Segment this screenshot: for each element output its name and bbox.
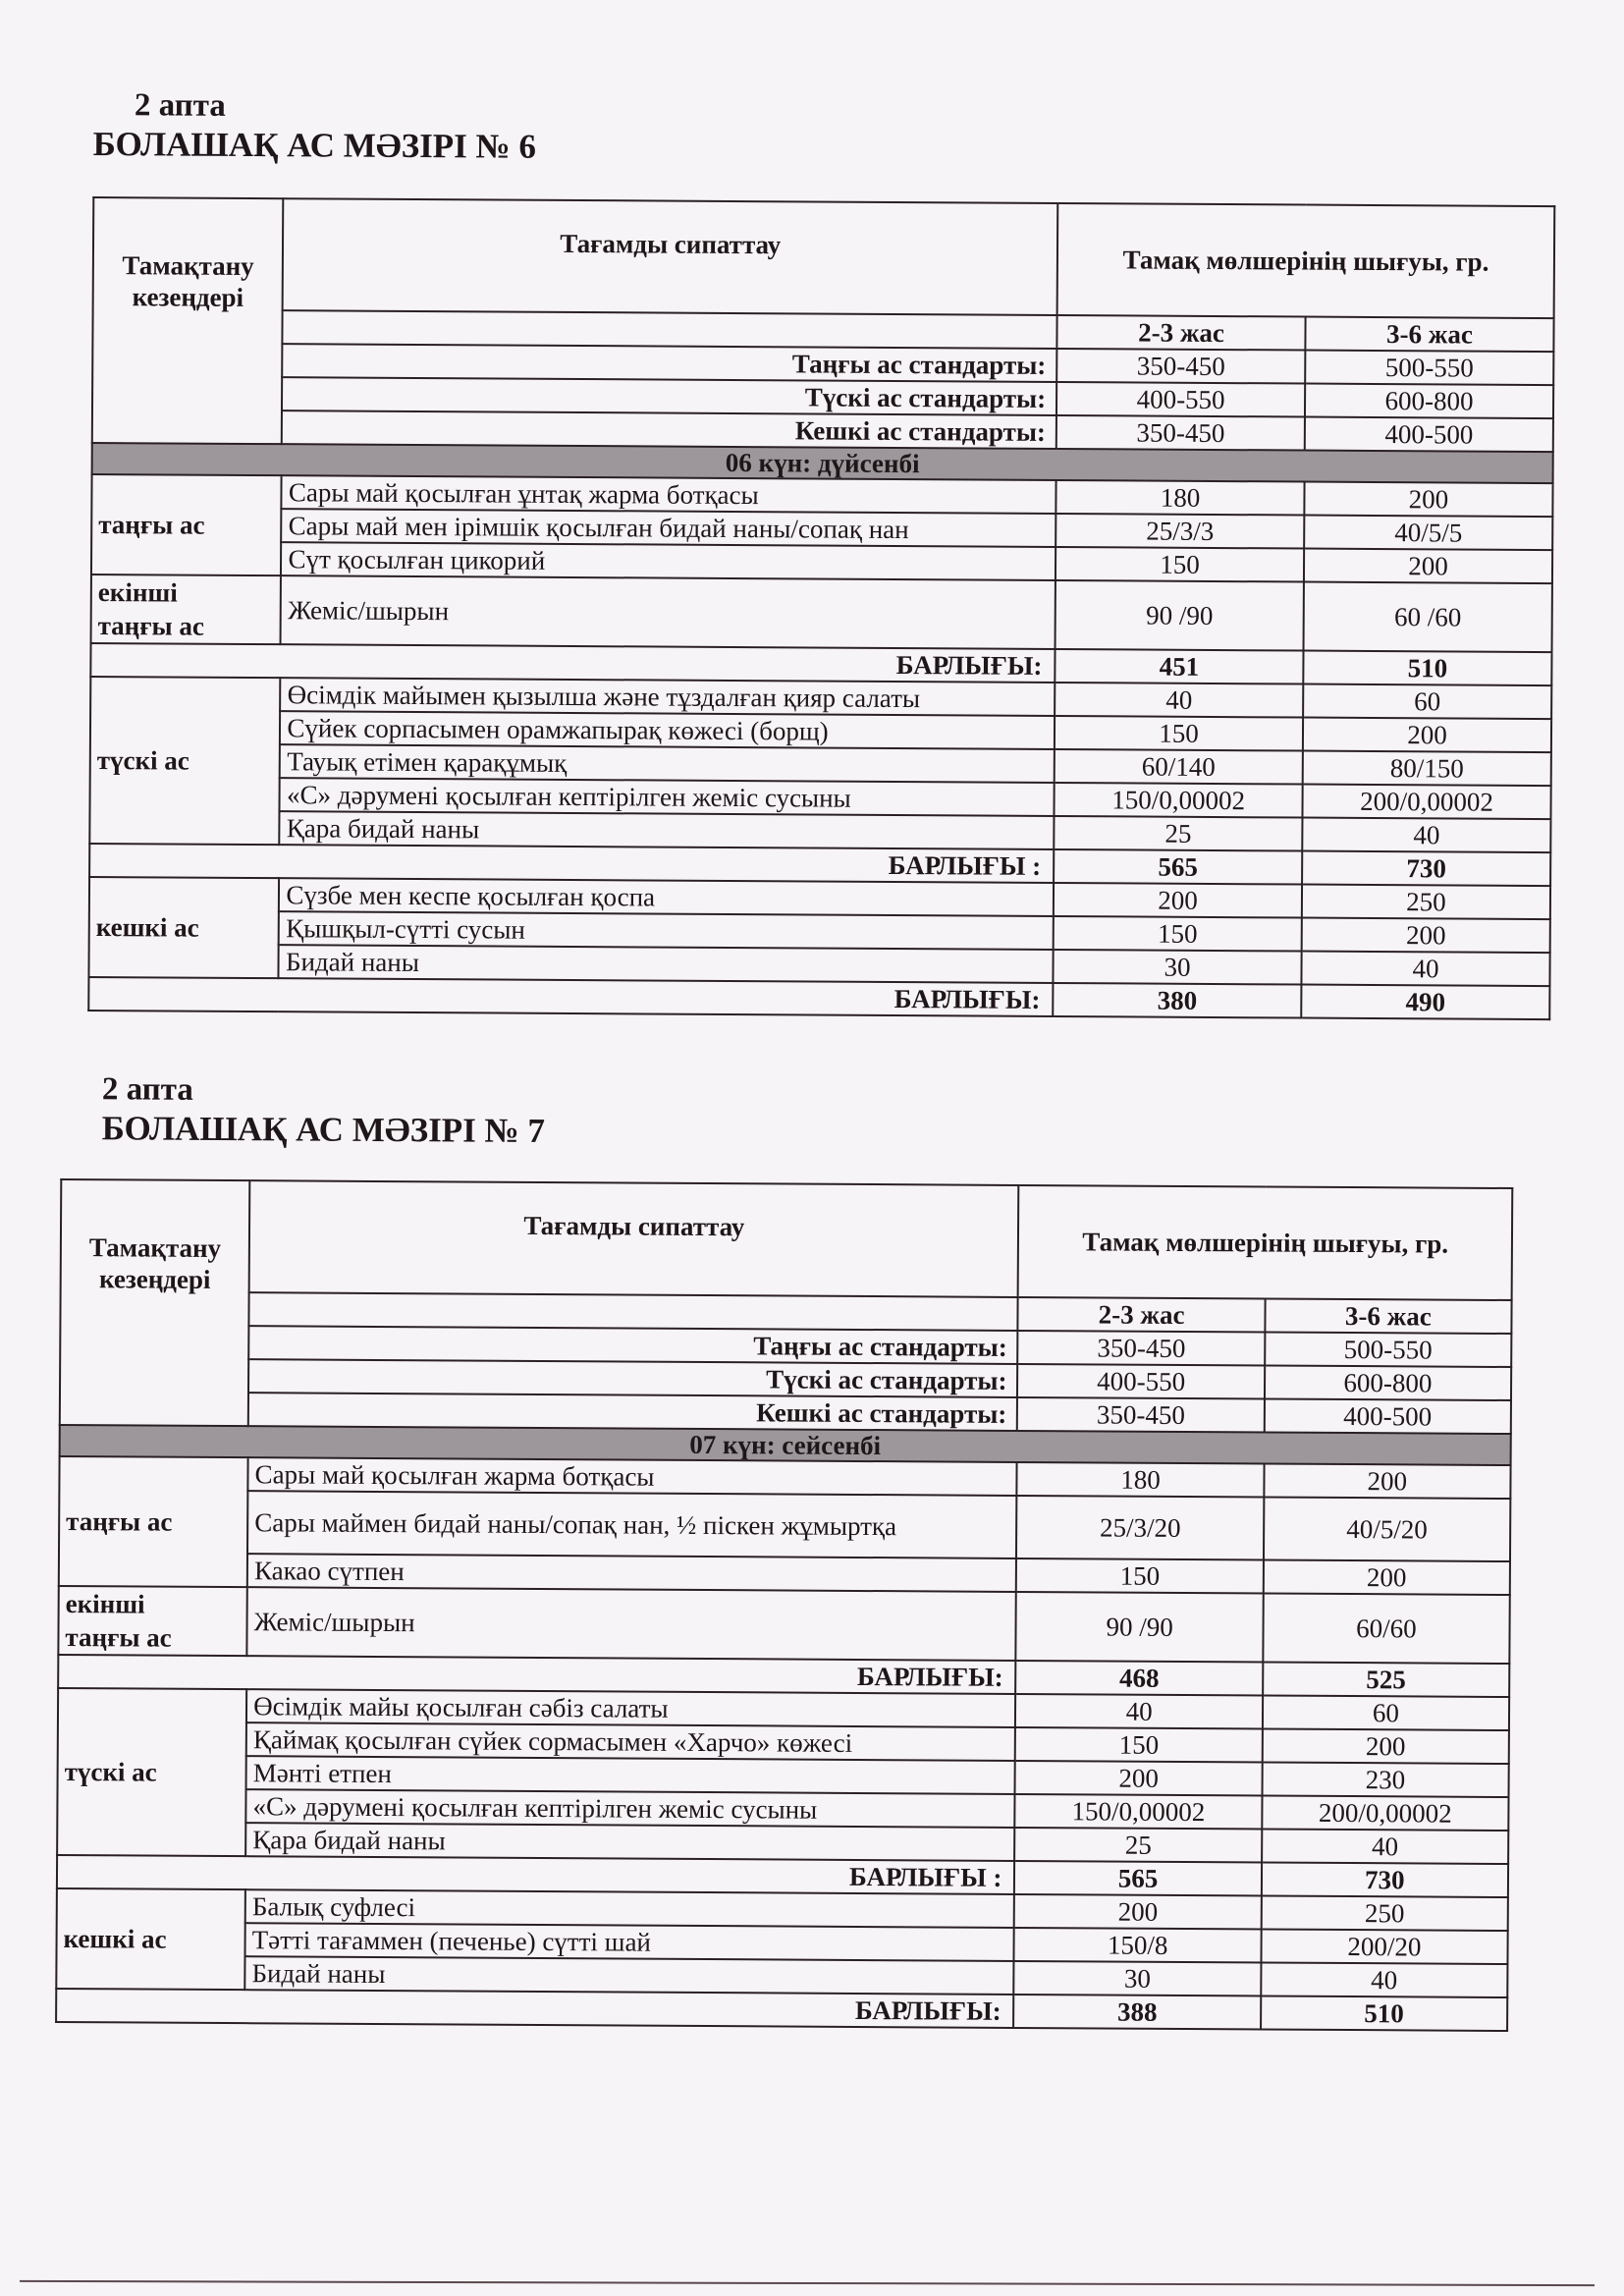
portion-b: 60 /60 (1304, 582, 1552, 653)
portion-b: 200 (1262, 1728, 1508, 1764)
portion-b: 40 (1262, 1829, 1508, 1864)
dish-name: Сүзбе мен кеспе қосылған қоспа (279, 878, 1054, 916)
portion-b: 80/150 (1303, 751, 1551, 787)
period-line: таңғы ас (97, 611, 204, 641)
period-line: екінші (97, 577, 178, 608)
portion-a: 30 (1014, 1961, 1261, 1996)
portion-b: 200 (1264, 1463, 1510, 1499)
portion-b: 230 (1262, 1762, 1508, 1797)
header-portion: Тамақ мөлшерінің шығуы, гр. (1018, 1185, 1512, 1300)
header-portion: Тамақ мөлшерінің шығуы, гр. (1057, 203, 1555, 318)
week-label: 2 апта (101, 1071, 193, 1108)
portion-b: 200/20 (1261, 1929, 1507, 1964)
dish-name: Сары май қосылған ұнтақ жарма ботқасы (282, 475, 1056, 514)
dish-name: Өсімдік майы қосылған сәбіз салаты (246, 1689, 1016, 1727)
total-b: 730 (1302, 851, 1550, 887)
portion-a: 150 (1016, 1558, 1263, 1594)
total-a: 451 (1055, 649, 1303, 684)
dish-name: Сары май қосылған жарма ботқасы (248, 1457, 1018, 1496)
standard-value-b: 400-500 (1305, 417, 1553, 453)
standard-label: Кешкі ас стандарты: (248, 1393, 1018, 1431)
standard-value-a: 350-450 (1017, 1397, 1264, 1433)
total-b: 525 (1263, 1662, 1509, 1697)
dish-name: Сүт қосылған цикорий (281, 542, 1056, 580)
breakfast-row (59, 1490, 1510, 1561)
standard-value-b: 500-550 (1305, 351, 1553, 386)
portion-b: 200 (1304, 482, 1552, 518)
dish-name: Қара бидай наны (245, 1823, 1015, 1861)
total-label: БАРЛЫҒЫ: (58, 1655, 1016, 1694)
portion-a: 150/0,00002 (1015, 1794, 1262, 1830)
standard-label: Түскі ас стандарты: (248, 1359, 1018, 1397)
standard-value-a: 350-450 (1056, 415, 1305, 451)
portion-a: 180 (1056, 480, 1304, 516)
standard-value-b: 600-800 (1305, 384, 1553, 419)
portion-a: 90 /90 (1016, 1592, 1264, 1663)
dish-name: Өсімдік майымен қызылша және тұздалған қияр салаты (281, 678, 1056, 716)
empty-cell (283, 310, 1057, 349)
portion-b: 200 (1303, 718, 1551, 753)
dish-name: Тәтті тағаммен (печенье) сүтті шай (245, 1923, 1015, 1961)
dish-name: Тауық етімен қарақұмық (280, 744, 1055, 783)
menu-7 (55, 1070, 1514, 2032)
dish-name: «С» дәрумені қосылған кептірілген жеміс сусыны (280, 778, 1055, 816)
portion-b: 40/5/5 (1304, 516, 1552, 551)
portion-a: 150 (1055, 716, 1303, 751)
portion-a: 150 (1054, 916, 1302, 952)
portion-a: 40 (1055, 683, 1303, 718)
dish-name: Жеміс/шырын (246, 1587, 1016, 1661)
total-b: 510 (1303, 651, 1551, 686)
dish-name: Бидай наны (244, 1956, 1014, 1995)
header-age-a: 2-3 жас (1018, 1297, 1265, 1333)
dish-name: Сары май мен ірімшік қосылған бидай наны/сопақ нан (282, 509, 1056, 547)
period-second-breakfast (91, 574, 282, 644)
week-label: 2 апта (134, 87, 226, 124)
header-description: Тағамды сипаттау (283, 198, 1057, 315)
portion-a: 150 (1015, 1727, 1262, 1763)
period-line: таңғы ас (65, 1622, 172, 1653)
header-period: Тамақтану кезеңдері (92, 197, 284, 444)
header-period: Тамақтану кезеңдері (60, 1179, 250, 1426)
portion-b: 40 (1261, 1962, 1507, 1997)
portion-b: 250 (1302, 885, 1550, 920)
header-row (61, 1179, 1513, 1300)
standard-value-a: 400-550 (1056, 382, 1305, 417)
menu-table (55, 1178, 1513, 2032)
dish-name: Сары маймен бидай наны/сопақ нан, ½ піскен жұмыртқа (247, 1491, 1017, 1558)
dish-name: Қара бидай наны (280, 811, 1055, 849)
portion-a: 25/3/20 (1016, 1496, 1264, 1560)
standard-value-a: 400-550 (1017, 1364, 1264, 1399)
portion-a: 200 (1014, 1894, 1261, 1930)
dish-name: Жеміс/шырын (281, 575, 1056, 649)
standard-label: Түскі ас стандарты: (282, 377, 1056, 415)
standard-value-a: 350-450 (1056, 349, 1305, 384)
second-breakfast-row (58, 1586, 1509, 1664)
standard-value-b: 400-500 (1264, 1398, 1510, 1434)
dish-name: Бидай наны (279, 945, 1054, 983)
portion-b: 250 (1261, 1895, 1507, 1931)
period-line: екінші (65, 1589, 145, 1619)
total-b: 490 (1301, 985, 1549, 1020)
portion-a: 30 (1054, 950, 1302, 985)
total-label: БАРЛЫҒЫ: (56, 1989, 1014, 2028)
portion-b: 60/60 (1263, 1593, 1510, 1664)
dish-name: Мәнті етпен (246, 1756, 1016, 1794)
total-label: БАРЛЫҒЫ : (57, 1855, 1015, 1894)
portion-b: 60 (1263, 1695, 1509, 1730)
period-second-breakfast (58, 1586, 247, 1656)
portion-b: 200 (1263, 1559, 1509, 1595)
header-row (93, 197, 1555, 318)
period-breakfast: таңғы ас (91, 474, 282, 575)
dish-name: Қаймақ қосылған сүйек сормасымен «Харчо» көжесі (246, 1722, 1016, 1761)
portion-a: 200 (1054, 883, 1302, 918)
portion-b: 40/5/20 (1264, 1497, 1511, 1561)
menu-title: БОЛАШАҚ АС МӘЗІРІ № 6 (92, 124, 537, 166)
total-a: 565 (1054, 849, 1302, 885)
portion-b: 200 (1304, 549, 1552, 584)
period-breakfast: таңғы ас (59, 1456, 248, 1587)
header-age-b: 3-6 жас (1305, 317, 1553, 353)
portion-a: 40 (1015, 1694, 1262, 1729)
second-breakfast-row (91, 574, 1552, 652)
period-dinner: кешкі ас (56, 1888, 245, 1990)
portion-a: 60/140 (1055, 749, 1303, 785)
portion-b: 40 (1301, 952, 1549, 987)
total-label: БАРЛЫҒЫ: (88, 977, 1053, 1016)
portion-a: 90 /90 (1056, 580, 1304, 651)
portion-b: 200/0,00002 (1262, 1795, 1508, 1831)
total-a: 380 (1053, 983, 1301, 1018)
period-dinner: кешкі ас (88, 877, 279, 978)
header-description: Тағамды сипаттау (249, 1180, 1019, 1297)
portion-b: 200 (1302, 918, 1550, 954)
portion-a: 25 (1015, 1828, 1262, 1863)
portion-b: 200/0,00002 (1303, 785, 1551, 820)
portion-a: 150/0,00002 (1055, 783, 1303, 818)
total-b: 510 (1261, 1995, 1507, 2031)
portion-b: 60 (1303, 684, 1551, 720)
total-label: БАРЛЫҒЫ : (89, 844, 1054, 883)
scan-edge-line (20, 2280, 1595, 2286)
portion-a: 150/8 (1014, 1928, 1261, 1963)
menu-title: БОЛАШАҚ АС МӘЗІРІ № 7 (101, 1109, 546, 1151)
dish-name: Какао сүтпен (247, 1554, 1017, 1592)
day-label: 07 күн: сейсенбі (60, 1425, 1511, 1465)
portion-a: 25 (1054, 816, 1302, 851)
portion-a: 25/3/3 (1056, 514, 1304, 549)
total-label: БАРЛЫҒЫ: (90, 643, 1055, 683)
standard-label: Таңғы ас стандарты: (283, 344, 1057, 382)
day-label: 06 күн: дүйсенбі (92, 443, 1553, 483)
standard-label: Таңғы ас стандарты: (248, 1326, 1018, 1364)
total-a: 388 (1014, 1995, 1261, 2030)
menu-6 (87, 86, 1556, 1020)
portion-b: 40 (1302, 818, 1550, 853)
standard-label: Кешкі ас стандарты: (282, 410, 1056, 449)
portion-a: 200 (1015, 1761, 1262, 1796)
total-a: 468 (1016, 1661, 1263, 1696)
standard-value-a: 350-450 (1018, 1331, 1265, 1366)
portion-a: 150 (1056, 547, 1304, 582)
menu-table (87, 196, 1555, 1020)
dish-name: Қышқыл-сүтті сусын (279, 911, 1054, 950)
standard-value-b: 600-800 (1265, 1365, 1511, 1400)
dish-name: Балық суфлесі (245, 1889, 1015, 1928)
dish-name: Сүйек сорпасымен орамжапырақ көжесі (борщ) (280, 711, 1055, 749)
portion-a: 180 (1017, 1462, 1264, 1498)
header-age-a: 2-3 жас (1056, 315, 1305, 351)
dish-name: «С» дәрумені қосылған кептірілген жеміс сусыны (245, 1789, 1015, 1828)
standard-value-b: 500-550 (1265, 1332, 1511, 1367)
header-age-b: 3-6 жас (1265, 1298, 1511, 1334)
empty-cell (249, 1292, 1019, 1331)
total-b: 730 (1262, 1862, 1508, 1897)
total-a: 565 (1014, 1861, 1261, 1896)
period-lunch: түскі ас (89, 677, 280, 845)
period-lunch: түскі ас (57, 1688, 246, 1856)
